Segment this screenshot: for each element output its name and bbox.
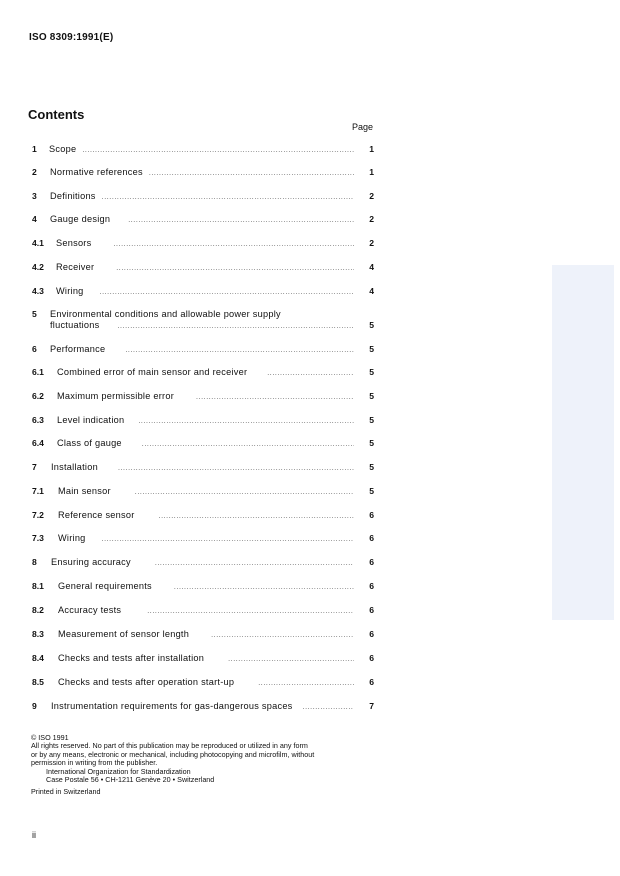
toc-number: 6.4: [32, 438, 44, 448]
toc-page: 6: [369, 677, 374, 687]
toc-entry[interactable]: [32, 533, 378, 545]
margin-shaded-panel: [552, 265, 614, 620]
toc-entry[interactable]: [32, 581, 378, 593]
toc-number: 2: [32, 167, 37, 177]
toc-title: Level indication: [57, 415, 125, 425]
dot-leader: [125, 345, 354, 356]
toc-page: 7: [369, 701, 374, 711]
toc-page: 4: [369, 286, 374, 296]
toc-title: Class of gauge: [57, 438, 122, 448]
printed-in: Printed in Switzerland: [31, 787, 101, 797]
toc-entry[interactable]: [32, 415, 378, 427]
toc-entry[interactable]: [32, 391, 378, 403]
toc-page: 5: [369, 438, 374, 448]
toc-entry[interactable]: [32, 629, 378, 641]
toc-number: 5: [32, 309, 37, 319]
toc-page: 5: [369, 462, 374, 472]
organization-address: Case Postale 56 • CH-1211 Genève 20 • Switzerland: [46, 775, 215, 785]
dot-leader: [117, 321, 354, 332]
contents-heading: Contents: [28, 107, 85, 122]
toc-title: Installation: [51, 462, 98, 472]
toc-entry[interactable]: [32, 677, 378, 689]
toc-title: Maximum permissible error: [57, 391, 175, 401]
toc-page: 1: [369, 167, 374, 177]
toc-title: Wiring: [56, 286, 84, 296]
toc-number: 3: [32, 191, 37, 201]
dot-leader: [211, 630, 354, 641]
toc-number: 4.3: [32, 286, 44, 296]
toc-number: 7.2: [32, 510, 44, 520]
toc-page: 1: [369, 144, 374, 154]
toc-number: 8.4: [32, 653, 44, 663]
toc-title: Measurement of sensor length: [58, 629, 190, 639]
dot-leader: [102, 534, 354, 545]
toc-title: Main sensor: [58, 486, 111, 496]
toc-title: Reference sensor: [58, 510, 135, 520]
toc-title: Combined error of main sensor and receiver: [57, 367, 248, 377]
toc-number: 6.2: [32, 391, 44, 401]
dot-leader: [149, 168, 354, 179]
page-column-label: Page: [352, 122, 374, 132]
toc-number: 4.2: [32, 262, 44, 272]
dot-leader: [155, 558, 354, 569]
toc-entry[interactable]: [32, 167, 378, 179]
toc-entry[interactable]: [32, 238, 378, 250]
toc-page: 5: [369, 344, 374, 354]
toc-entry[interactable]: [32, 486, 378, 498]
toc-entry[interactable]: [32, 214, 378, 226]
toc-page: 6: [369, 557, 374, 567]
toc-page: 5: [369, 415, 374, 425]
toc-page: 6: [369, 605, 374, 615]
toc-number: 6.1: [32, 367, 44, 377]
dot-leader: [102, 192, 354, 203]
toc-entry[interactable]: [32, 462, 378, 474]
dot-leader: [196, 392, 354, 403]
toc-entry[interactable]: [32, 309, 378, 332]
toc-page: 2: [369, 238, 374, 248]
toc-number: 6.3: [32, 415, 44, 425]
toc-title: Accuracy tests: [58, 605, 122, 615]
toc-title: Environmental conditions and allowable power supply: [50, 309, 281, 319]
dot-leader: [100, 287, 354, 298]
toc-entry[interactable]: [32, 653, 378, 665]
toc-title-continued: fluctuations: [50, 320, 100, 330]
toc-title: Ensuring accuracy: [51, 557, 131, 567]
toc-number: 6: [32, 344, 37, 354]
toc-page: 5: [369, 367, 374, 377]
toc-page: 6: [369, 510, 374, 520]
toc-entry[interactable]: [32, 144, 378, 156]
toc-page: 5: [369, 320, 374, 330]
toc-number: 4.1: [32, 238, 44, 248]
toc-number: 7.3: [32, 533, 44, 543]
dot-leader: [228, 654, 354, 665]
toc-page: 4: [369, 262, 374, 272]
toc-entry[interactable]: [32, 286, 378, 298]
toc-number: 7.1: [32, 486, 44, 496]
toc-entry[interactable]: [32, 367, 378, 379]
dot-leader: [174, 582, 354, 593]
dot-leader: [128, 215, 354, 226]
toc-number: 1: [32, 144, 37, 154]
toc-page: 2: [369, 214, 374, 224]
dot-leader: [138, 416, 354, 427]
toc-number: 4: [32, 214, 37, 224]
dot-leader: [267, 368, 354, 379]
toc-number: 8.1: [32, 581, 44, 591]
toc-title: Gauge design: [50, 214, 111, 224]
toc-page: 6: [369, 533, 374, 543]
toc-title: Scope: [49, 144, 77, 154]
toc-title: Receiver: [56, 262, 95, 272]
toc-title: Definitions: [50, 191, 96, 201]
toc-page: 6: [369, 629, 374, 639]
toc-page: 2: [369, 191, 374, 201]
toc-number: 7: [32, 462, 37, 472]
dot-leader: [135, 487, 354, 498]
toc-title: Performance: [50, 344, 106, 354]
toc-entry[interactable]: [32, 262, 378, 274]
copyright-line: © ISO 1991: [31, 733, 69, 742]
toc-entry[interactable]: [32, 438, 378, 450]
dot-leader: [147, 606, 354, 617]
document-id: ISO 8309:1991(E): [29, 32, 114, 43]
dot-leader: [118, 463, 354, 474]
rights-text: All rights reserved. No part of this publication may be reproduced or utilized in any form: [31, 741, 308, 751]
toc-number: 8.2: [32, 605, 44, 615]
toc-title: Instrumentation requirements for gas-dangerous spaces: [51, 701, 293, 711]
dot-leader: [258, 678, 354, 689]
toc-entry[interactable]: [32, 701, 378, 713]
toc-entry[interactable]: [32, 191, 378, 203]
toc-page: 5: [369, 391, 374, 401]
toc-title: Normative references: [50, 167, 143, 177]
toc-page: 6: [369, 653, 374, 663]
toc-number: 8.5: [32, 677, 44, 687]
toc-number: 9: [32, 701, 37, 711]
toc-entry[interactable]: [32, 557, 378, 569]
toc-page: 6: [369, 581, 374, 591]
toc-entry[interactable]: [32, 344, 378, 356]
toc-title: Wiring: [58, 533, 86, 543]
toc-entry[interactable]: [32, 510, 378, 522]
rights-text: permission in writing from the publisher.: [31, 758, 158, 768]
dot-leader: [82, 145, 354, 156]
dot-leader: [116, 263, 354, 274]
toc-number: 8: [32, 557, 37, 567]
page-number: ii: [32, 830, 36, 840]
dot-leader: [159, 511, 354, 522]
organization-name: International Organization for Standardization: [46, 766, 191, 776]
toc-page: 5: [369, 486, 374, 496]
copyright-notice: [31, 734, 381, 797]
toc-title: Checks and tests after operation start-up: [58, 677, 235, 687]
dot-leader: [113, 239, 354, 250]
toc-title: General requirements: [58, 581, 152, 591]
toc-number: 8.3: [32, 629, 44, 639]
toc-title: Checks and tests after installation: [58, 653, 205, 663]
toc-title: Sensors: [56, 238, 92, 248]
toc-entry[interactable]: [32, 605, 378, 617]
rights-text: or by any means, electronic or mechanical, including photocopying and microfilm, without: [31, 749, 315, 759]
dot-leader: [303, 702, 354, 713]
dot-leader: [142, 439, 354, 450]
